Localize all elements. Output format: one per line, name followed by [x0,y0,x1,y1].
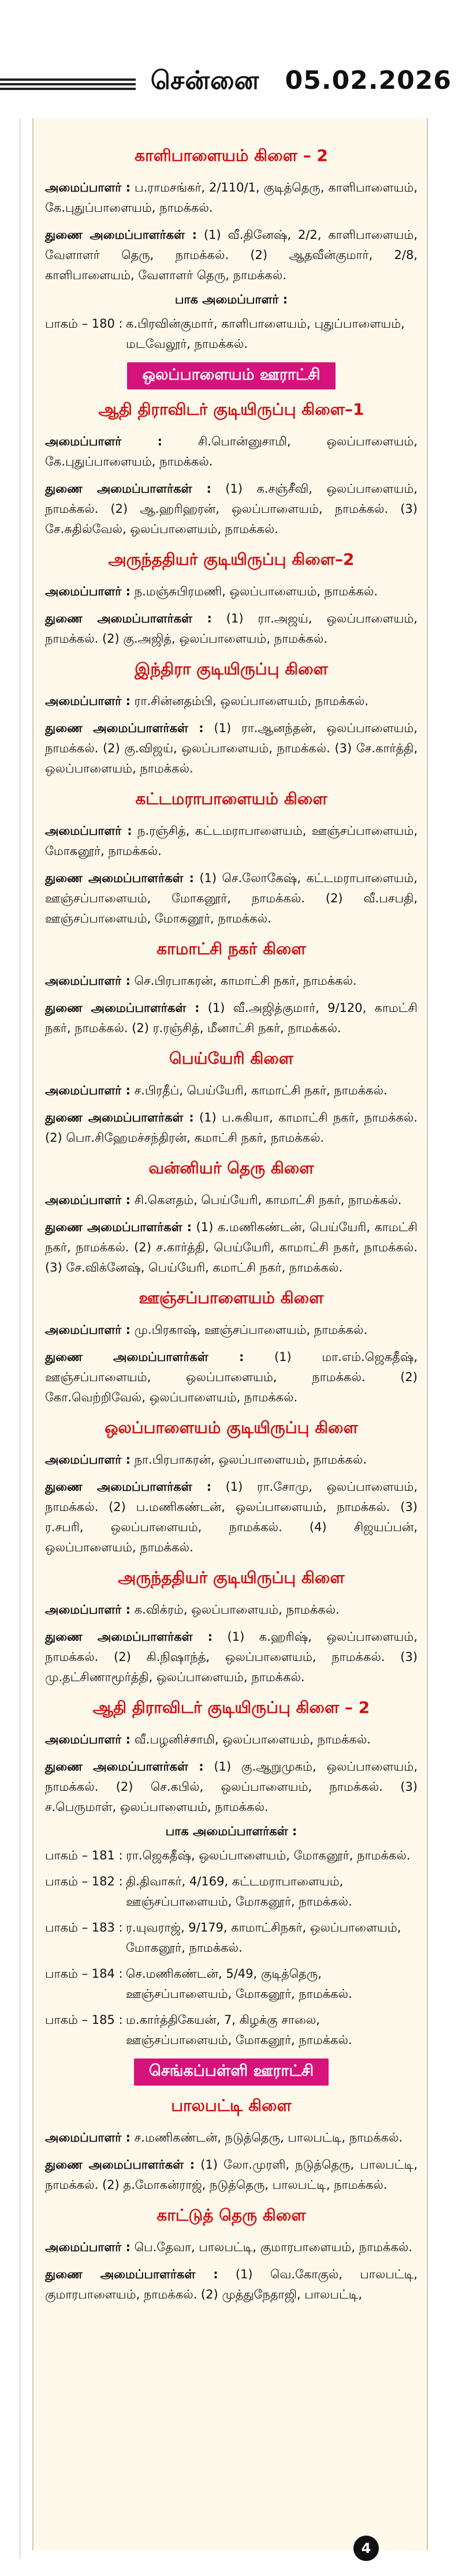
role-label: துணை அமைப்பாளர்கள் : [45,1480,212,1494]
member-details: ந.ரஞ்சித், கட்டமராபாளையம், ஊஞ்சப்பாளையம், மோகனூர், நாமக்கல். [45,824,418,858]
role-label: துணை அமைப்பாளர்கள் : [45,1001,200,1015]
member-details: க.விக்ரம், ஒலப்பாளையம், நாமக்கல். [130,1603,340,1617]
role-label: அமைப்பாளர் : [45,434,163,448]
role-label: அமைப்பாளர் : [45,694,131,708]
role-label: அமைப்பாளர் : [45,181,131,194]
office-bearer-entry [45,1730,418,1750]
member-details: ச.மணிகண்டன், நடுத்தெரு, பாலபட்டி, நாமக்கல். [130,2131,403,2144]
office-bearer-entry [45,1347,418,1408]
sub-heading: பாக அமைப்பாளர் : [174,293,288,306]
header-text [135,66,452,99]
branch-heading: பாலபட்டி கிளை [171,2096,292,2115]
header-date: 05.02.2026 [285,66,452,95]
branch-heading: அருந்ததியர் குடியிருப்பு கிளை–2 [108,550,355,569]
branch-heading: ஆதி திராவிடர் குடியிருப்பு கிளை – 2 [92,1698,370,1717]
role-label: துணை அமைப்பாளர்கள் : [45,1111,194,1124]
office-bearer-entry [45,1081,418,1101]
panchayat-title: செங்கப்பள்ளி ஊராட்சி [134,2058,329,2086]
office-bearer-entry [45,432,418,472]
role-label: துணை அமைப்பாளர்கள் : [45,871,194,885]
office-bearer-entry [45,1450,418,1470]
branch-heading: பெய்யேரி கிளை [169,1049,294,1068]
member-details: (1) க.சஞ்சீவி, ஒலப்பாளையம், நாமக்கல். (2) ஆ.ஹரிஹரன், ஒலப்பாளையம், நாமக்கல். (3) சே.சுதில்வேல், ஒலப்பாளையம், நாமக்கல். [45,482,418,536]
header-rules [0,78,136,92]
role-label: அமைப்பாளர் : [45,1083,131,1097]
member-details: ரா.சின்னதம்பி, ஒலப்பாளையம், நாமக்கல். [130,694,369,708]
left-column-edge [0,118,20,2559]
office-bearer-entry [45,2264,418,2305]
member-details: (1) ரா.சோமு, ஒலப்பாளையம், நாமக்கல். (2) ப.மணிகண்டன், ஒலப்பாளையம், நாமக்கல். (3) ர.சபரி, ஒலப்பாளையம், நாமக்கல். (4) சிஜயப்பன், ஒலப்பாளையம், நாமக்கல். [45,1480,418,1554]
member-details: சி.கௌதம், பெய்யேரி, காமாட்சி நகர், நாமக்கல். [130,1193,402,1207]
section-row [45,1872,418,1912]
role-label: துணை அமைப்பாளர்கள் : [45,2158,195,2172]
member-details: ந.மஞ்சுபிரமணி, ஒலப்பாளையம், நாமக்கல். [130,584,378,598]
office-bearer-entry [45,225,418,286]
member-details: (1) மா.எம்.ஜெகதீஷ், ஊஞ்சப்பாளையம், ஒலப்பாளையம், நாமக்கல். (2) கோ.வெற்றிவேல், ஒலப்பாளையம், நாமக்கல். [45,1350,418,1404]
panchayat-title: ஒலப்பாளையம் ஊராட்சி [127,362,335,389]
branch-heading: அருந்ததியர் குடியிருப்பு கிளை [118,1568,345,1587]
role-label: அமைப்பாளர் : [45,1733,131,1746]
section-member: க.பிரவின்குமார், காளிபாளையம், புதுப்பாளையம், மடவேலூர், நாமக்கல். [126,317,405,351]
office-bearer-entry [45,2237,418,2258]
section-number: பாகம் – 184 : [45,1967,123,1981]
section-member: தி.திவாகர், 4/169, கட்டமராபாளையம், ஊஞ்சப்பாளையம், மோகனூர், நாமக்கல். [126,1874,352,1908]
branch-heading: ஒலப்பாளையம் குடியிருப்பு கிளை [105,1418,358,1437]
member-details: (1) செ.லோகேஷ், கட்டமராபாளையம், ஊஞ்சப்பாளையம், மோகனூர், நாமக்கல். (2) வீ.பசபதி, ஊஞ்சப்பாளையம், மோகனூர், நாமக்கல். [45,871,418,925]
header-city: சென்னை [150,66,260,95]
role-label: துணை அமைப்பாளர்கள் : [45,482,211,496]
panchayat-band [45,2058,418,2086]
role-label: துணை அமைப்பாளர்கள் : [45,1760,204,1773]
office-bearer-entry [45,2128,418,2148]
member-details: வீ.பழனிச்சாமி, ஒலப்பாளையம், நாமக்கல். [130,1733,371,1746]
member-details: ச.பிரதீப், பெய்யேரி, காமாட்சி நகர், நாமக்கல். [130,1083,388,1097]
section-row [45,314,418,354]
role-label: அமைப்பாளர் : [45,824,132,838]
role-label: துணை அமைப்பாளர்கள் : [45,2267,218,2281]
member-details: (1) லோ.முரளி, நடுத்தெரு, பாலபட்டி, நாமக்கல். (2) த.மோகன்ராஜ், நடுத்தெரு, பாலபட்டி, நாமக்கல். [45,2158,418,2192]
member-details: (1) க.மணிகண்டன், பெய்யேரி, காமட்சி நகர், நாமக்கல். (2) ச.கார்த்தி, பெய்யேரி, காமாட்சி நகர், நாமக்கல். (3) சே.விக்னேஷ், பெய்யேரி, கமாட்சி நகர், நாமக்கல். [45,1220,418,1274]
office-bearer-entry [45,821,418,861]
member-details: (1) வீ.அஜித்குமார், 9/120, காமட்சி நகர், நாமக்கல். (2) ர.ரஞ்சித், மீனாட்சி நகர், நாமக்கல். [45,1001,418,1035]
member-details: (1) கு.ஆறுமுகம், ஒலப்பாளையம், நாமக்கல். (2) செ.கபில், ஒலப்பாளையம், நாமக்கல். (3) ச.பெருமாள், ஒலப்பாளையம், நாமக்கல். [45,1760,418,1814]
office-bearer-entry [45,1108,418,1148]
office-bearer-entry [45,479,418,539]
role-label: அமைப்பாளர் : [45,1193,131,1207]
branch-heading: காட்டுத் தெரு கிளை [157,2206,306,2225]
member-details: (1) ரா.அஜய், ஒலப்பாளையம், நாமக்கல். (2) கு.அஜித், ஒலப்பாளையம், நாமக்கல். [45,612,418,646]
role-label: துணை அமைப்பாளர்கள் : [45,1220,192,1234]
section-member: ரா.ஜெகதீஷ், ஒலப்பாளையம், மோகனூர், நாமக்கல். [126,1848,411,1862]
page-header [0,0,462,95]
role-label: துணை அமைப்பாளர்கள் : [45,612,212,625]
section-member: ர.யுவராஜ், 9/179, காமாட்சிநகர், ஒலப்பாளையம், மோகனூர், நாமக்கல். [126,1921,401,1955]
section-number: பாகம் – 182 : [45,1874,123,1888]
section-number: பாகம் – 183 : [45,1921,123,1934]
section-row [45,1846,418,1866]
member-details: சி.பொன்னுசாமி, ஒலப்பாளையம், கே.புதுப்பாளையம், நாமக்கல். [45,434,418,468]
role-label: அமைப்பாளர் : [45,584,131,598]
office-bearer-entry [45,718,418,779]
office-bearer-entry [45,1320,418,1340]
office-bearer-entry [45,868,418,929]
role-label: அமைப்பாளர் : [45,1603,131,1617]
office-bearer-entry [45,1217,418,1278]
section-number: பாகம் – 185 : [45,2013,123,2027]
branch-heading: ஊஞ்சப்பாளையம் கிளை [139,1288,324,1307]
branch-heading: காளிபாளையம் கிளை – 2 [135,146,328,165]
sub-heading: பாக அமைப்பாளர்கள் : [165,1824,297,1838]
office-bearer-entry [45,691,418,711]
article-panel [32,118,428,2550]
member-details: (1) ப.சுகியா, காமாட்சி நகர், நாமக்கல். (2) பொ.சிஹேமச்சந்திரன், கமாட்சி நகர், நாமக்கல். [45,1111,418,1145]
member-details: செ.பிரபாகரன், காமாட்சி நகர், நாமக்கல். [130,974,357,988]
section-row [45,2010,418,2050]
office-bearer-entry [45,1190,418,1210]
office-bearer-entry [45,1627,418,1688]
office-bearer-entry [45,1600,418,1620]
section-number: பாகம் – 181 : [45,1848,123,1862]
member-details: (1) க.ஹரிஷ், ஒலப்பாளையம், நாமக்கல். (2) கி.நிஷாந்த், ஒலப்பாளையம், நாமக்கல். (3) மு.தட்சிணாமூர்த்தி, ஒலப்பாளையம், நாமக்கல். [45,1630,418,1684]
role-label: துணை அமைப்பாளர்கள் : [45,1630,213,1644]
branch-heading: காமாட்சி நகர் கிளை [157,939,306,958]
section-member: ம.கார்த்திகேயன், 7, கிழக்கு சாலை, ஊஞ்சப்பாளையம், மோகனூர், நாமக்கல். [126,2013,352,2047]
branch-heading: ஆதி திராவிடர் குடியிருப்பு கிளை–1 [98,400,364,419]
role-label: துணை அமைப்பாளர்கள் : [45,1350,244,1364]
office-bearer-entry [45,609,418,649]
member-details: (1) ரா.ஆனந்தன், ஒலப்பாளையம், நாமக்கல். (2) கு.விஜய், ஒலப்பாளையம், நாமக்கல். (3) சே.கார்த்தி, ஒலப்பாளையம், நாமக்கல். [45,721,418,775]
role-label: அமைப்பாளர் : [45,2240,131,2254]
section-row [45,1964,418,2004]
section-number: பாகம் – 180 : [45,317,123,331]
office-bearer-entry [45,1477,418,1558]
member-details: ப.ராமசங்கர், 2/110/1, குடித்தெரு, காளிபாளையம், கே.புதுப்பாளையம், நாமக்கல். [45,181,418,215]
section-row [45,1918,418,1958]
member-details: (1) வீ.தினேஷ், 2/2, காளிபாளையம், வேளாளர் தெரு, நாமக்கல். (2) ஆதவீன்குமார், 2/8, காளிபாளையம், வேளாளர் தெரு, நாமக்கல். [45,228,418,282]
member-details: மு.பிரகாஷ், ஊஞ்சப்பாளையம், நாமக்கல். [130,1323,368,1337]
branch-heading: இந்திரா குடியிருப்பு கிளை [135,659,328,678]
office-bearer-entry [45,2155,418,2195]
role-label: அமைப்பாளர் : [45,1323,131,1337]
role-label: அமைப்பாளர் : [45,1453,131,1467]
panchayat-band [45,362,418,389]
member-details: நா.பிரபாகரன், ஒலப்பாளையம், நாமக்கல். [130,1453,367,1467]
role-label: துணை அமைப்பாளர்கள் : [45,228,197,242]
office-bearer-entry [45,178,418,218]
role-label: துணை அமைப்பாளர்கள் : [45,721,204,735]
section-member: செ.மணிகண்டன், 5/49, குடித்தெரு, ஊஞ்சப்பாளையம், மோகனூர், நாமக்கல். [126,1967,352,2001]
office-bearer-entry [45,998,418,1038]
branch-heading: கட்டமராபாளையம் கிளை [135,789,327,808]
role-label: அமைப்பாளர் : [45,974,131,988]
member-details: பெ.தேவா, பாலபட்டி, குமாரபாளையம், நாமக்கல். [130,2240,412,2254]
office-bearer-entry [45,582,418,602]
office-bearer-entry [45,971,418,991]
office-bearer-entry [45,1757,418,1817]
member-details: (1) வெ.கோகுல், பாலபட்டி, குமாரபாளையம், நாமக்கல். (2) முத்துநேதாஜி, பாலபட்டி, [45,2267,418,2301]
branch-heading: வன்னியர் தெரு கிளை [148,1158,314,1178]
page-number: 4 [353,2536,379,2561]
role-label: அமைப்பாளர் : [45,2131,131,2144]
